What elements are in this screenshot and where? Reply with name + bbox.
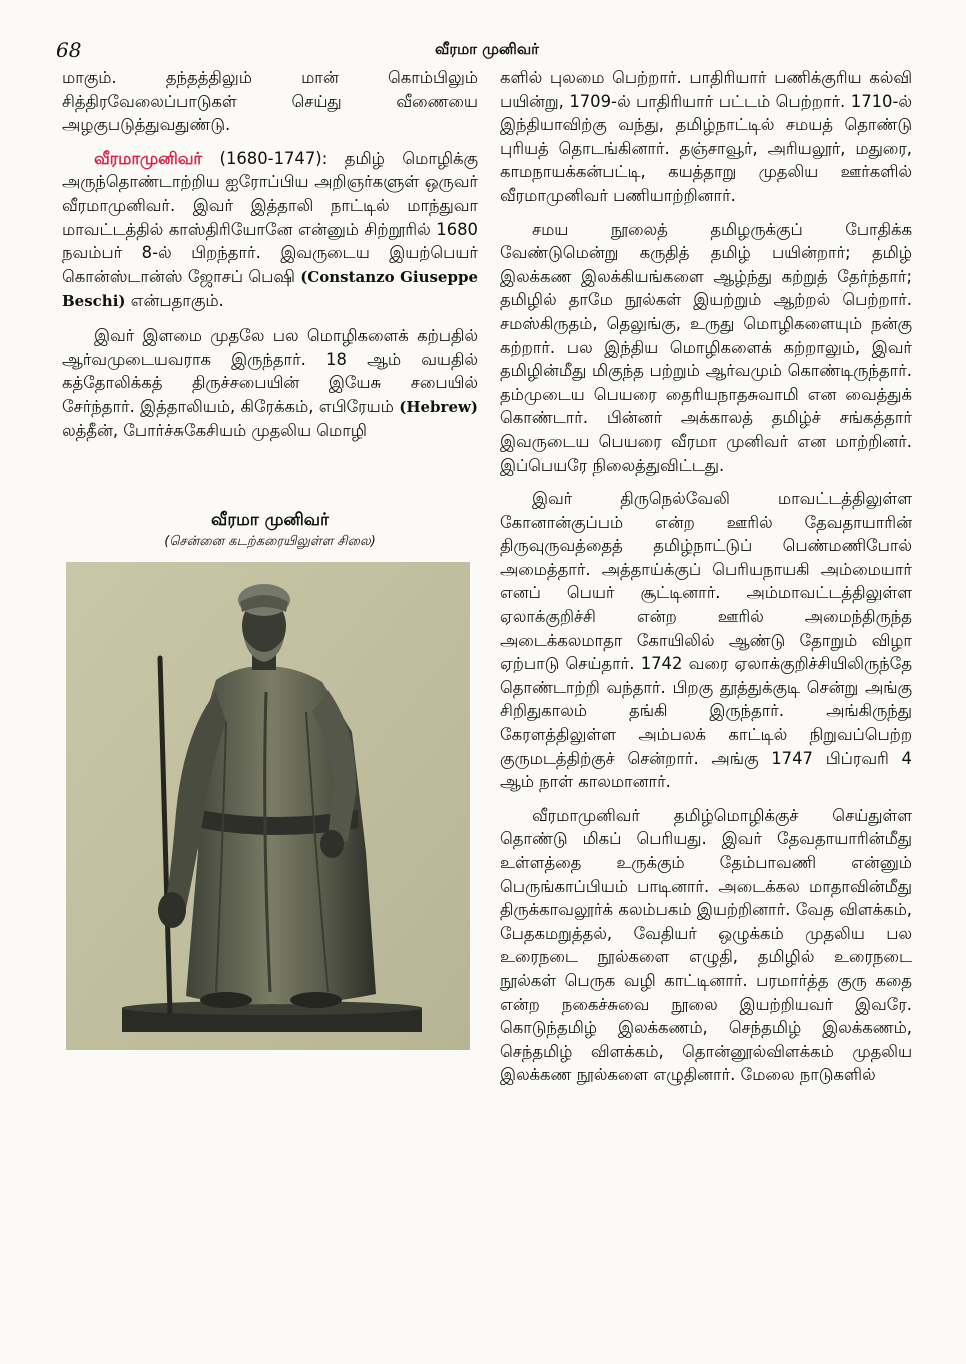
right-column [500, 66, 912, 1097]
entry-paragraph [62, 147, 478, 314]
entry-text: (1680-1747): தமிழ் மொழிக்கு அருந்தொண்டாற்றிய ஐரோப்பிய அறிஞர்களுள் ஒருவர் வீரமாமுனிவர். இவர் இத்தாலி நாட்டில் மாந்துவா மாவட்டத்தில் காஸ்திரியோனே என்னும் சிற்றூரில் 1680 நவம்பர் 8-ல் பிறந்தார். இவருடைய இயற்பெயர் கொன்ஸ்டான்ஸ் ஜோசப் பெஷி [62, 148, 478, 286]
paragraph: சமய நூலைத் தமிழருக்குப் போதிக்க வேண்டுமென்று கருதித் தமிழ் பயின்றார்; தமிழ் இலக்கண இலக்கியங்களை ஆழ்ந்து கற்றுத் தேர்ந்தார்; தமிழில் தாமே நூல்கள் இயற்றும் ஆற்றல் பெற்றார். சமஸ்கிருதம், தெலுங்கு, உருது மொழிகளையும் நன்கு கற்றார். பல இந்திய மொழிகளைக் கற்றாலும், இவர் தமிழின்மீது மிகுந்த பற்றும் ஆர்வமும் கொண்டிருந்தார். தம்முடைய பெயரை தைரியநாதசுவாமி என வைத்துக் கொண்டார். பின்னர் அக்காலத் தமிழ்ச் சங்கத்தார் இவருடைய பெயரை வீரமா முனிவர் என மாற்றினர். இப்பெயரே நிலைத்துவிட்டது. [500, 219, 912, 475]
paragraph [62, 324, 478, 443]
running-head: வீரமா முனிவர் [434, 40, 540, 58]
latin-term: (Hebrew) [399, 397, 478, 416]
entry-heading: வீரமாமுனிவர் [94, 148, 202, 168]
paragraph: வீரமாமுனிவர் தமிழ்மொழிக்குச் செய்துள்ள தொண்டு மிகப் பெரியது. இவர் தேவதாயாரின்மீது உள்ளத்தை உருக்கும் தேம்பாவணி என்னும் பெருங்காப்பியம் பாடினார். அடைக்கல மாதாவின்மீது திருக்காவலூர்க் கலம்பகம் இயற்றினார். வேத விளக்கம், பேதகமறுத்தல், வேதியர் ஒழுக்கம் முதலிய பல உரைநடை நூல்களை எழுதி, தமிழில் உரைநடை நூல்கள் பெருக வழி காட்டினார். பரமார்த்த குரு கதை என்ற நகைச்சுவை நூலை இயற்றியவர் இவரே. கொடுந்தமிழ் இலக்கணம், செந்தமிழ் இலக்கணம், செந்தமிழ் விளக்கம், தொன்னூல்விளக்கம் முதலிய இலக்கண நூல்களை எழுதினார். மேலை நாடுகளில் [500, 805, 912, 1085]
paragraph-text: இவர் இளமை முதலே பல மொழிகளைக் கற்பதில் ஆர்வமுடையவராக இருந்தார். 18 ஆம் வயதில் கத்தோலிக்கத் திருச்சபையின் இயேசு சபையில் சேர்ந்தார். இத்தாலியம், கிரேக்கம், எபிரேயம் [62, 325, 478, 416]
caption-title: வீரமா முனிவர் [211, 510, 329, 530]
caption-subtitle: (சென்னை கடற்கரையிலுள்ள சிலை) [164, 534, 376, 549]
entry-text-end: என்பதாகும். [125, 291, 224, 311]
page-number: 68 [56, 38, 82, 62]
paragraph: இவர் திருநெல்வேலி மாவட்டத்திலுள்ள கோனான்குப்பம் என்ற ஊரில் தேவதாயாரின் திருவுருவத்தைத் தமிழ்நாட்டுப் பெண்மணிபோல் அமைத்தார். அத்தாய்க்குப் பெரியநாயகி அம்மையார் எனப் பெயர் சூட்டினார். அம்மாவட்டத்திலுள்ள ஏலாக்குறிச்சி என்ற ஊரில் அமைந்திருந்த அடைக்கலமாதா கோயிலில் ஆண்டு தோறும் விழா ஏற்பாடு செய்தார். 1742 வரை ஏலாக்குறிச்சியிலிருந்தே தொண்டாற்றி வந்தார். பிறகு தூத்துக்குடி சென்று அங்கு சிறிதுகாலம் தங்கி இருந்தார். அங்கிருந்து கேரளத்திலுள்ள அம்பலக் காட்டில் நிறுவப்பெற்ற குருமடத்திற்குச் சென்றார். அங்கு 1747 பிப்ரவரி 4 ஆம் நாள் காலமானார். [500, 489, 912, 792]
paragraph: மாகும். தந்தத்திலும் மான் கொம்பிலும் சித்திரவேலைப்பாடுகள் செய்து வீணையை அழகுபடுத்துவதுண்டு. [62, 68, 478, 135]
statue-photo [66, 562, 470, 1050]
page-header [56, 38, 918, 66]
left-column [62, 66, 478, 453]
figure-caption [62, 508, 478, 552]
paragraph: களில் புலமை பெற்றார். பாதிரியார் பணிக்குரிய கல்வி பயின்று, 1709-ல் பாதிரியார் பட்டம் பெற்றார். 1710-ல் இந்தியாவிற்கு வந்து, தமிழ்நாட்டில் சமயத் தொண்டு புரியத் தொடங்கினார். தஞ்சாவூர், அரியலூர், மதுரை, காமநாயக்கன்பட்டி, கயத்தாறு முதலிய ஊர்களில் வீரமாமுனிவர் பணியாற்றினார். [500, 68, 912, 205]
paragraph-text-end: லத்தீன், போர்ச்சுகேசியம் முதலிய மொழி [62, 421, 367, 441]
latin-name: (Constanzo Giuseppe Beschi) [62, 267, 478, 311]
